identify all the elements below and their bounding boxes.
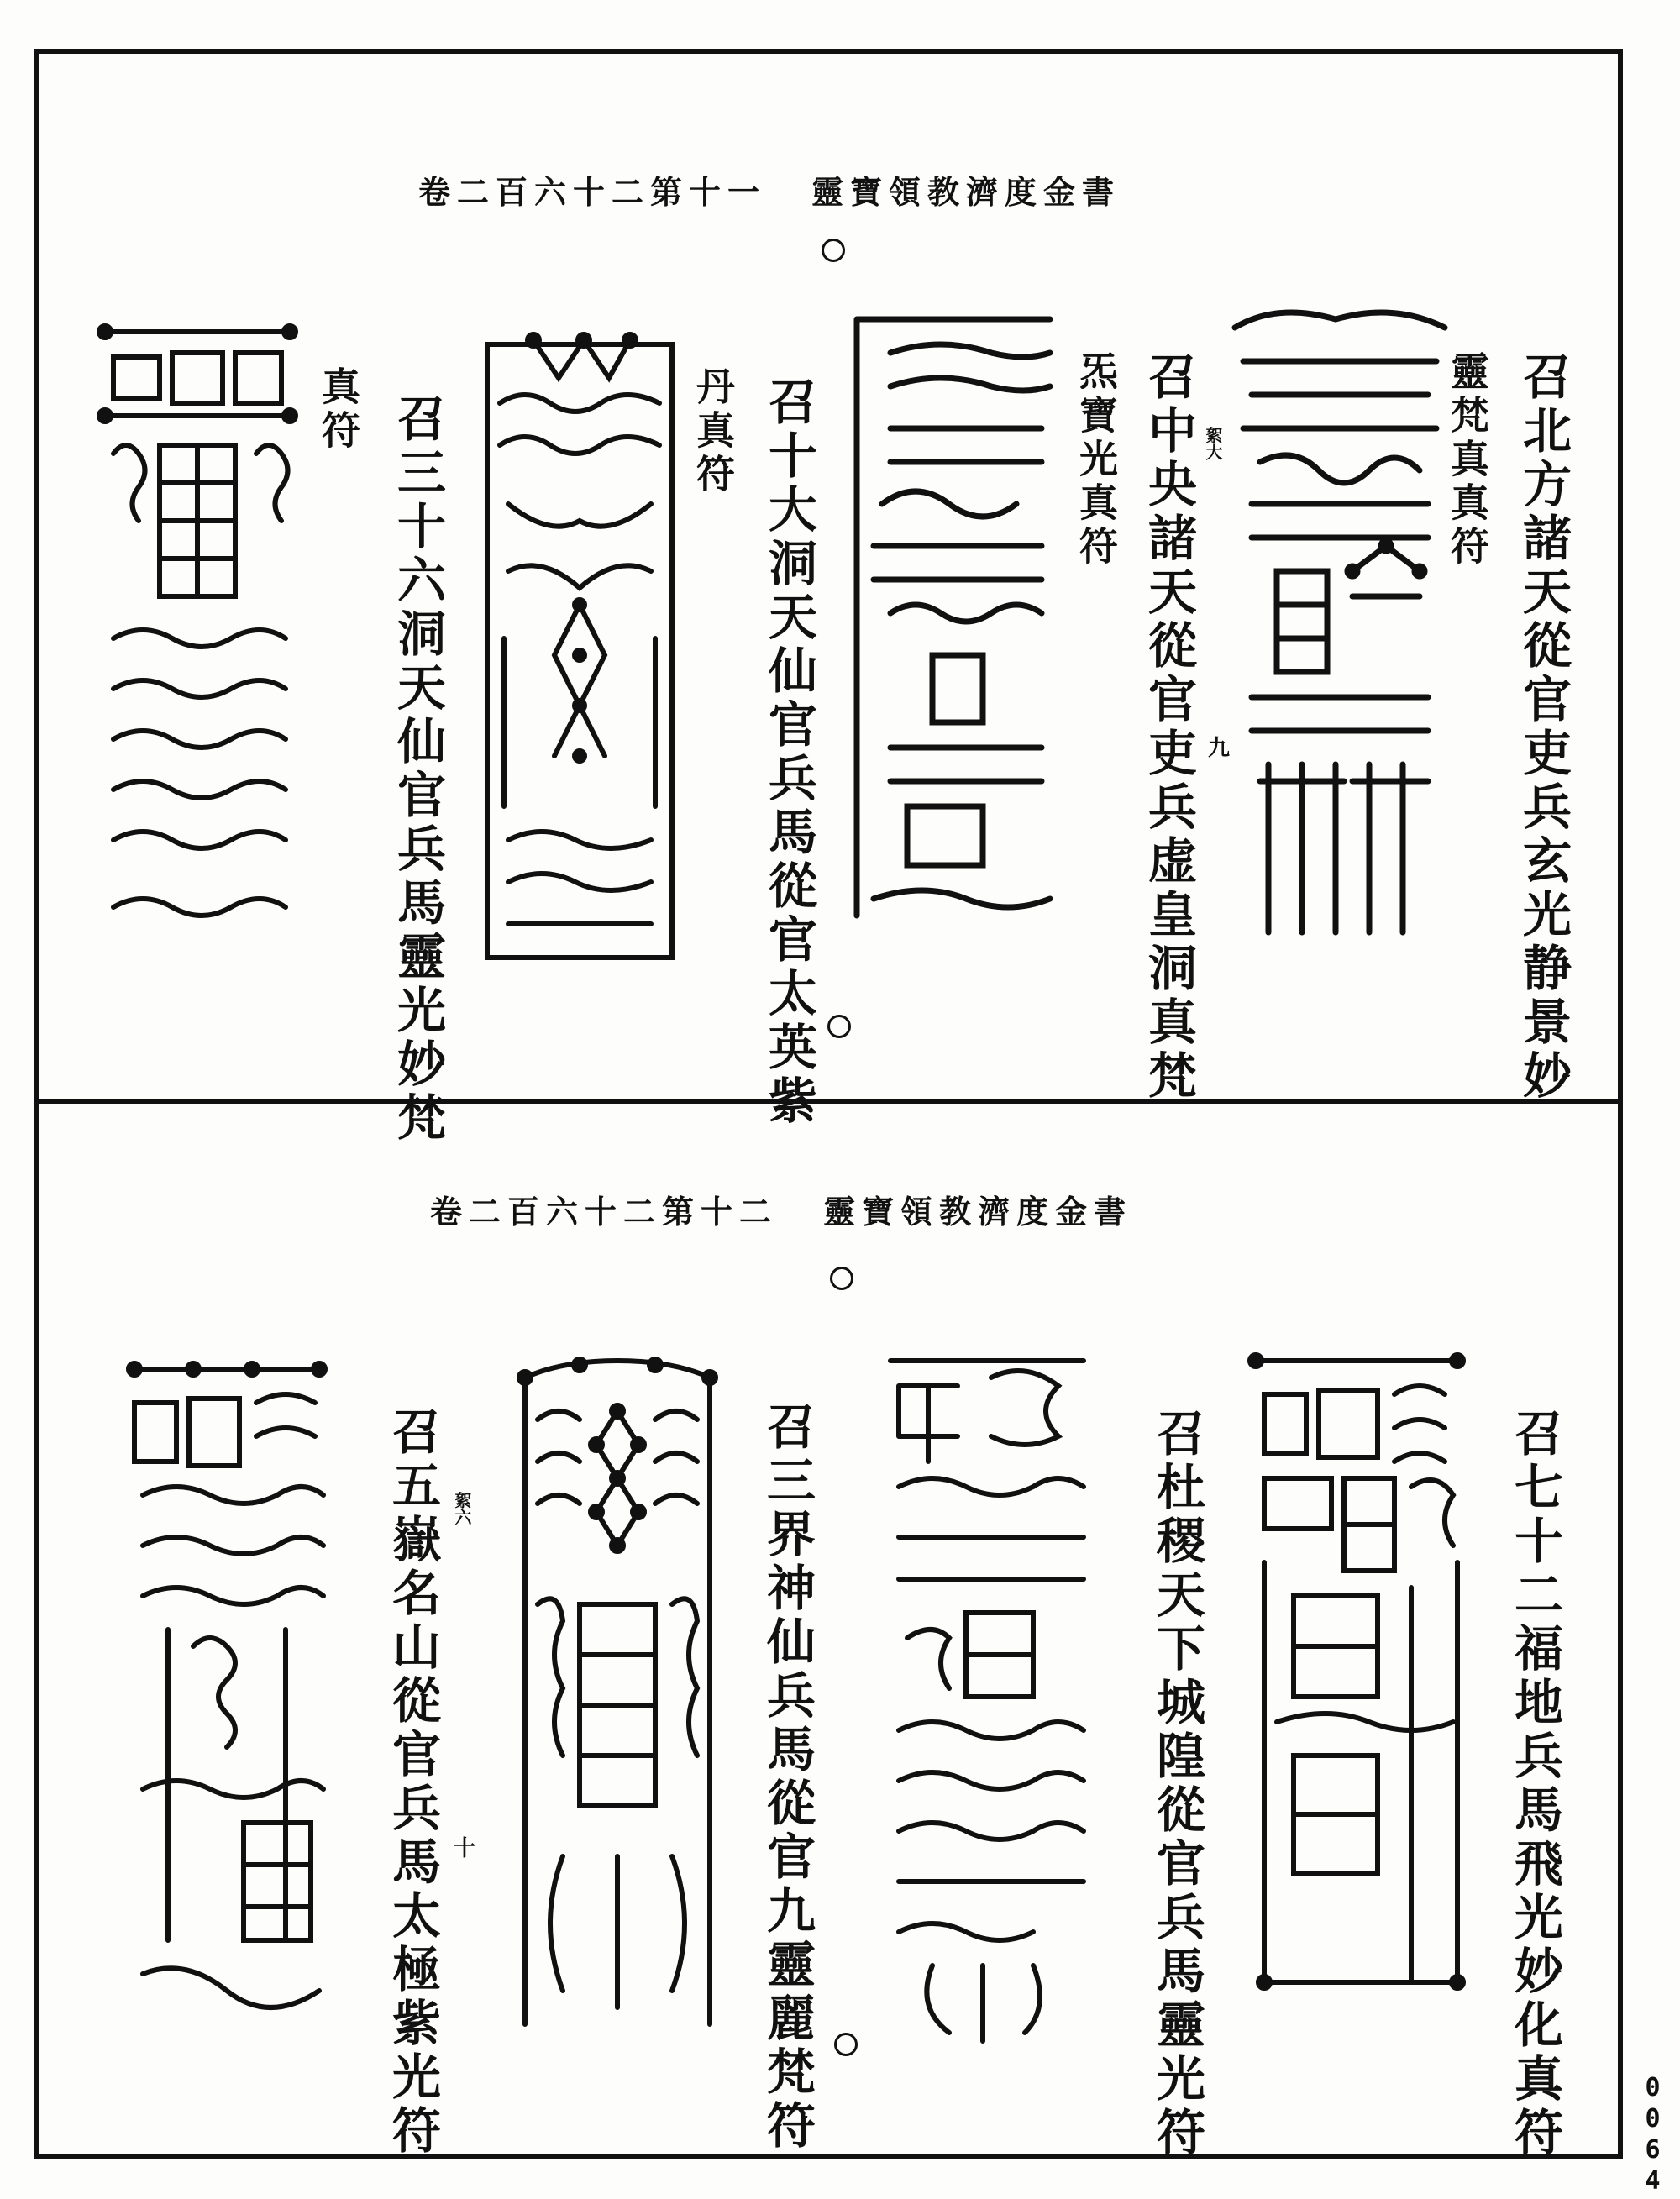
talisman-north-glyph <box>1226 294 1453 949</box>
column-five-peaks-mark: 十 <box>454 1836 476 1861</box>
talisman-five-peaks-glyph <box>118 1352 336 2066</box>
column-city-god: 召杜稷天下城隍從官兵馬靈光符 <box>1148 1408 1205 2160</box>
column-thirty-six-sub: 真符 <box>316 366 361 454</box>
top-header <box>418 166 1121 213</box>
talisman-ten-caverns-glyph <box>475 319 685 974</box>
circle-mark <box>822 239 845 262</box>
talisman-central-glyph <box>840 294 1067 949</box>
column-central-mark: 九 <box>1208 736 1231 761</box>
column-three-realms: 召三界神仙兵馬從官九靈麗梵符 <box>759 1401 816 2154</box>
bottom-header-section: 卷二百六十二第十二 <box>430 1193 779 1231</box>
top-header-title: 靈寶領教濟度金書 <box>811 173 1121 211</box>
column-seventy-two: 召七十二福地兵馬飛光妙化真符 <box>1506 1408 1563 2160</box>
column-north-sub: 靈梵真真符 <box>1445 351 1490 569</box>
column-central: 召中央諸天從官吏兵虚皇洞真梵 <box>1140 351 1197 1104</box>
column-central-sub: 炁寶光真符 <box>1074 351 1119 569</box>
column-central-note: 絮大 <box>1203 427 1223 460</box>
column-thirty-six: 召三十六洞天仙官兵馬靈光妙梵 <box>389 393 446 1146</box>
talisman-city-god-glyph <box>882 1344 1092 2058</box>
circle-mark <box>827 1015 851 1038</box>
talisman-thirty-six-caverns-glyph <box>92 319 302 958</box>
column-ten-caverns: 召十大洞天仙官兵馬從官太英紫 <box>760 376 817 1129</box>
panel-divider <box>34 1099 1623 1104</box>
circle-mark <box>830 1267 853 1290</box>
page-number: 0064 <box>1638 2073 1667 2197</box>
talisman-three-realms-glyph <box>512 1352 722 2058</box>
column-five-peaks: 召五嶽名山從官兵馬太極紫光符 <box>384 1406 441 2159</box>
column-five-peaks-note: 絮六 <box>452 1492 472 1525</box>
circle-mark <box>834 2033 858 2056</box>
talisman-seventy-two-lands-glyph <box>1243 1344 1470 2024</box>
bottom-header-title: 靈寶領教濟度金書 <box>823 1193 1133 1231</box>
column-north: 召北方諸天從官吏兵玄光静景妙 <box>1515 351 1572 1104</box>
top-header-section: 卷二百六十二第十一 <box>418 173 767 211</box>
bottom-header <box>430 1186 1132 1232</box>
column-ten-caverns-sub: 丹真符 <box>690 366 736 497</box>
